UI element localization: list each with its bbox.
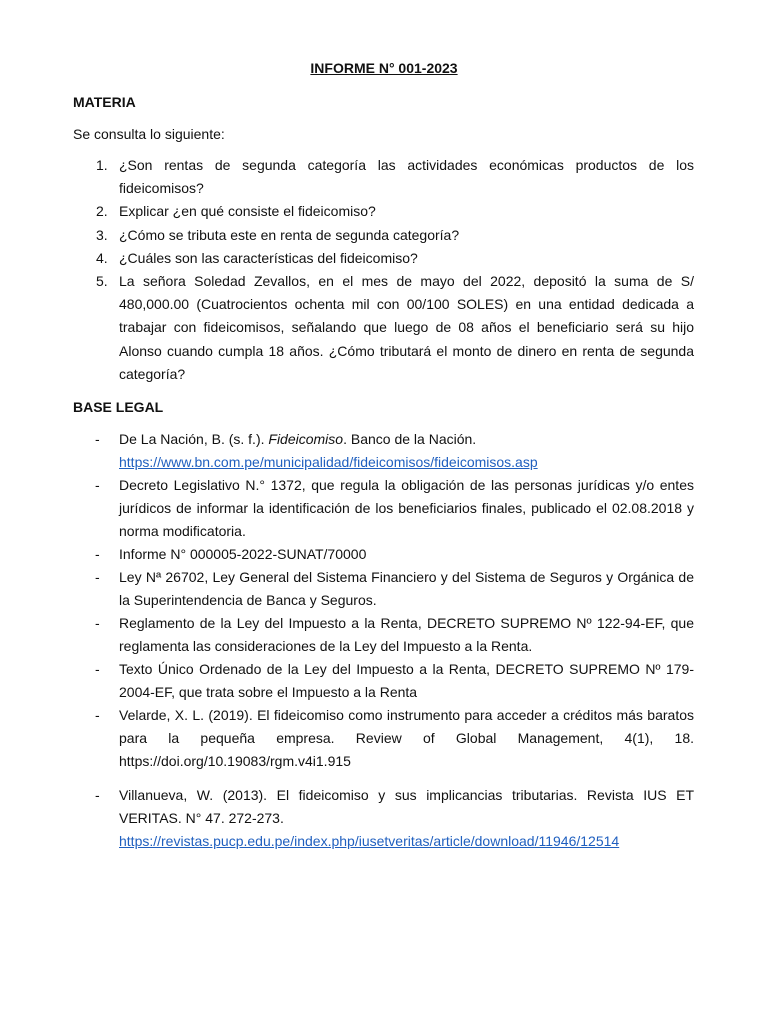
list-item (73, 474, 694, 543)
list-item (73, 200, 694, 223)
dash-bullet: - (95, 787, 100, 803)
reference-text: Ley Nª 26702, Ley General del Sistema Financiero y del Sistema de Seguros y Orgánica de la Superintendencia de Banca y Seguros. (119, 569, 694, 608)
list-item (73, 658, 694, 704)
reference-link[interactable]: https://www.bn.com.pe/municipalidad/fideicomisos/fideicomisos.asp (119, 454, 538, 470)
question-text: Explicar ¿en qué consiste el fideicomiso? (119, 203, 376, 220)
list-item (73, 543, 694, 566)
list-item (73, 612, 694, 658)
reference-text: Villanueva, W. (2013). El fideicomiso y sus implicancias tributarias. Revista IUS ET VERITAS. N° 47. 272-273. (119, 787, 694, 826)
question-text: ¿Cuáles son las características del fideicomiso? (119, 249, 418, 266)
reference-text: . Banco de la Nación. (343, 431, 477, 447)
list-item (73, 784, 694, 853)
dash-bullet: - (95, 431, 100, 447)
dash-bullet: - (95, 661, 100, 677)
dash-bullet: - (95, 546, 100, 562)
references-list (73, 428, 694, 853)
item-number: 3. (96, 226, 108, 243)
materia-intro: Se consulta lo siguiente: (73, 126, 225, 142)
reference-text: Informe N° 000005-2022-SUNAT/70000 (119, 546, 367, 562)
item-number: 2. (96, 203, 108, 220)
list-item (73, 224, 694, 247)
dash-bullet: - (95, 569, 100, 585)
list-item (73, 247, 694, 270)
dash-bullet: - (95, 707, 100, 723)
list-item (73, 270, 694, 386)
item-number: 1. (96, 157, 108, 173)
reference-text: De La Nación, B. (s. f.). (119, 431, 269, 447)
list-item (73, 428, 694, 474)
report-title: INFORME N° 001-2023 (310, 60, 458, 76)
reference-text: Texto Único Ordenado de la Ley del Impuesto a la Renta, DECRETO SUPREMO Nº 179-2004-EF, que trata sobre el Impuesto a la Renta (119, 661, 694, 700)
base-legal-heading: BASE LEGAL (73, 399, 164, 415)
reference-italic-title: Fideicomiso (268, 431, 344, 447)
item-number: 5. (96, 273, 108, 290)
reference-text: Decreto Legislativo N.° 1372, que regula la obligación de las personas jurídicas y/o entes jurídicos de informar la identificación de los beneficiarios finales, publicado el 02.08.2018 y norma modificatoria. (119, 477, 694, 539)
list-item (73, 566, 694, 612)
questions-list (73, 154, 694, 386)
reference-text: Reglamento de la Ley del Impuesto a la Renta, DECRETO SUPREMO Nº 122-94-EF, que reglamenta las consideraciones de la Ley del Impuesto a la Renta. (119, 615, 694, 654)
list-item (73, 154, 694, 200)
materia-heading: MATERIA (73, 94, 136, 110)
question-text: ¿Cómo se tributa este en renta de segunda categoría? (119, 226, 460, 243)
question-text: ¿Son rentas de segunda categoría las actividades económicas productos de los fideicomisos? (119, 157, 694, 197)
dash-bullet: - (95, 477, 100, 493)
reference-text: Velarde, X. L. (2019). El fideicomiso como instrumento para acceder a créditos más baratos para la pequeña empresa. Review of Global Management, 4(1), 18. https://doi.org/10.19083/rgm.v4i1.915 (119, 707, 694, 769)
question-text: La señora Soledad Zevallos, en el mes de mayo del 2022, depositó la suma de S/ 480,000.00 (Cuatrocientos ochenta mil con 00/100 SOLES) en una entidad dedicada a trabajar con fideicomisos, señalando que luego de 08 años el beneficiario será su hijo Alonso cuando cumpla 18 años. ¿Cómo tributará el monto de dinero en renta de segunda categoría? (119, 273, 694, 382)
reference-link[interactable]: https://revistas.pucp.edu.pe/index.php/iusetveritas/article/download/11946/12514 (119, 833, 620, 849)
item-number: 4. (96, 249, 108, 266)
dash-bullet: - (95, 615, 100, 631)
list-item (73, 704, 694, 773)
